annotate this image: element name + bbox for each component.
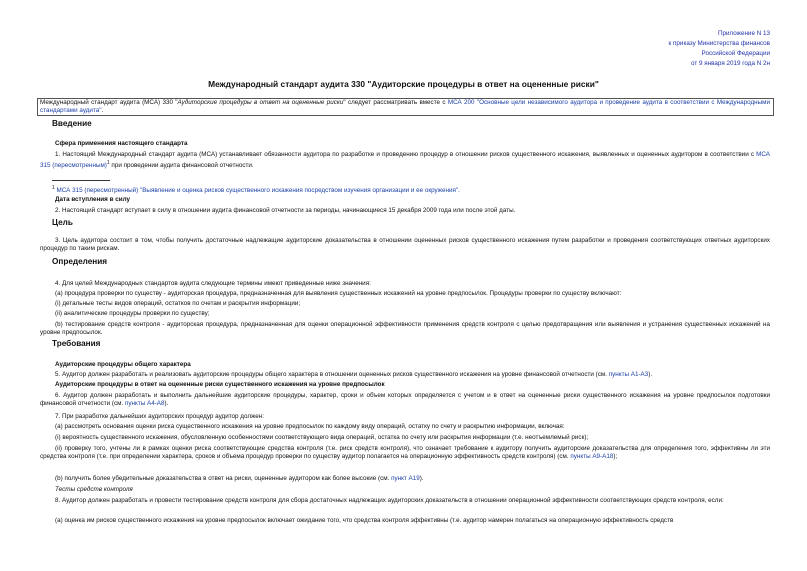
document-title: Международный стандарт аудита 330 "Аудиторские процедуры в ответ на оцененные риски" (208, 79, 599, 89)
isa200-link[interactable]: МСА 200 "Основные цели независимого аудитора и проведение аудита в соответствии с Международными стандартами аудита" (40, 99, 770, 114)
footnote-1: $^1$ МСА 315 (пересмотренный) "Выявление и оценка рисков существенного искажения посредством изучения организации и ее окружения". (52, 185, 460, 195)
scope-heading: Сфера применения настоящего стандарта (55, 140, 188, 147)
order-date-line: от 9 января 2019 года N 2н (691, 60, 770, 67)
ministry-line: Российской Федерации (701, 50, 770, 57)
footnote-divider (52, 180, 110, 181)
a1-a3-link[interactable]: пункты А1-А3 (608, 371, 649, 378)
a9-a18-link[interactable]: пункты А9-А18 (570, 453, 614, 460)
paragraph-4: 4. Для целей Международных стандартов аудита следующие термины имеют приведенные ниже значения: (55, 280, 371, 287)
paragraph-5: 5. Аудитор должен разработать и реализовать аудиторские процедуры общего характера в отношении оцененных рисков существенного искажения на уровне финансовой отчетности (см. пункты А1-А3). (55, 371, 653, 378)
a4-a8-link[interactable]: пункты А4-А8 (124, 400, 165, 407)
order-line: к приказу Министерства финансов (668, 40, 770, 47)
paragraph-7b: (b) получить более убедительные доказательства в ответ на риски, оцененные аудитором как более высокие (см. пункт А19). (55, 475, 424, 482)
paragraph-8: 8. Аудитор должен разработать и провести тестирование средств контроля для сбора достаточных надлежащих аудиторских доказательств в отношении операционной эффективности соответствующих средств контроля, если: (55, 497, 724, 504)
paragraph-6: 6. Аудитор должен разработать и выполнить дальнейшие аудиторские процедуры, характер, сроки и объем которых определяется с учетом и в ответ на оцененные риски существенного искажения на уровне предпосылок подготовки финансовой отчетности (см. пункты А4-А8). (40, 392, 770, 407)
note-text: Международный стандарт аудита (МСА) 330 "Аудиторские процедуры в ответ на оцененные риски" следует рассматривать вместе с МСА 200 "Основные цели независимого аудитора и проведение аудита в соответствии с Международными стандартами аудита". (40, 99, 770, 114)
paragraph-7a-i: (i) вероятность существенного искажения, обусловленную особенностями соответствующего вида операций, остатка по счету или раскрытия информации (т.е. неотъемлемый риск); (55, 434, 589, 441)
paragraph-7a: (a) рассмотреть основания оценки риска существенного искажения на уровне предпосылок по каждому виду операций, остатку по счету и раскрытию информации, включая: (55, 423, 565, 430)
assertion-procedures-heading: Аудиторские процедуры в ответ на оцененные риски существенного искажения на уровне предпосылок (55, 381, 385, 388)
paragraph-2: 2. Настоящий стандарт вступает в силу в отношении аудита финансовой отчетности за периоды, начинающиеся 15 декабря 2009 года или после этой даты. (55, 207, 516, 214)
definition-b: (b) тестирование средств контроля - аудиторская процедура, предназначенная для оценки операционной эффективности применения средств контроля с целью предотвращения или выявления и устранения существенных искажений на уровне предпосылок. (40, 321, 770, 336)
footnote-link[interactable]: МСА 315 (пересмотренный) "Выявление и оценка рисков существенного искажения посредством изучения организации и ее окружения". (54, 187, 460, 195)
section-requirements: Требования (52, 339, 101, 348)
paragraph-3: 3. Цель аудитора состоит в том, чтобы получить достаточные надлежащие аудиторские доказательства в отношении оцененных рисков существенного искажения путем разработки и проведения соответствующих ответных аудиторских процедур по таким рискам. (40, 237, 770, 252)
paragraph-8a: (a) оценка им рисков существенного искажения на уровне предпосылок включает ожидание того, что средства контроля эффективны (т.е. аудитор намерен полагаться на операционную эффективность средств (55, 517, 674, 524)
effective-date-heading: Дата вступления в силу (55, 196, 131, 203)
paragraph-7: 7. При разработке дальнейших аудиторских процедур аудитор должен: (55, 413, 264, 420)
definition-a-ii: (ii) аналитические процедуры проверки по существу; (55, 310, 210, 317)
section-goal: Цель (52, 218, 73, 227)
appendix-label: Приложение N 13 (718, 30, 770, 37)
paragraph-7a-ii: (ii) проверку того, учтены ли в рамках оценки риска соответствующие средства контроля (т.е. риск средств контроля), что означает требование к аудитору получить аудиторские доказательства для определения того, эффективны ли эти средства контроля (т.е. при определении характера, сроков и объема процедур проверки по существу аудитор полагается на операционную эффективность средств контроля) (см. пункты А9-А18); (40, 445, 770, 460)
paragraph-1: 1. Настоящий Международный стандарт аудита (МСА) устанавливает обязанности аудитора по разработке и проведению процедур в отношении рисков существенного искажения, выявленных и оцененных аудитором в соответствии с МСА 315 (пересмотренным)$^1$ при проведении аудита финансовой отчетности. (40, 151, 770, 170)
definition-a: (a) процедура проверки по существу - аудиторская процедура, предназначенная для выявления существенных искажений на уровне предпосылок. Процедуры проверки по существу включают: (55, 290, 622, 297)
general-procedures-heading: Аудиторские процедуры общего характера (55, 361, 191, 368)
section-definitions: Определения (52, 257, 108, 266)
isa315-link[interactable]: МСА 315 (пересмотренным) (40, 151, 770, 170)
definition-a-i: (i) детальные тесты видов операций, остатков по счетам и раскрытия информации; (55, 300, 301, 307)
section-introduction: Введение (52, 119, 92, 128)
control-tests-heading: Тесты средств контроля (55, 486, 133, 493)
a19-link[interactable]: пункт А19 (391, 475, 420, 482)
